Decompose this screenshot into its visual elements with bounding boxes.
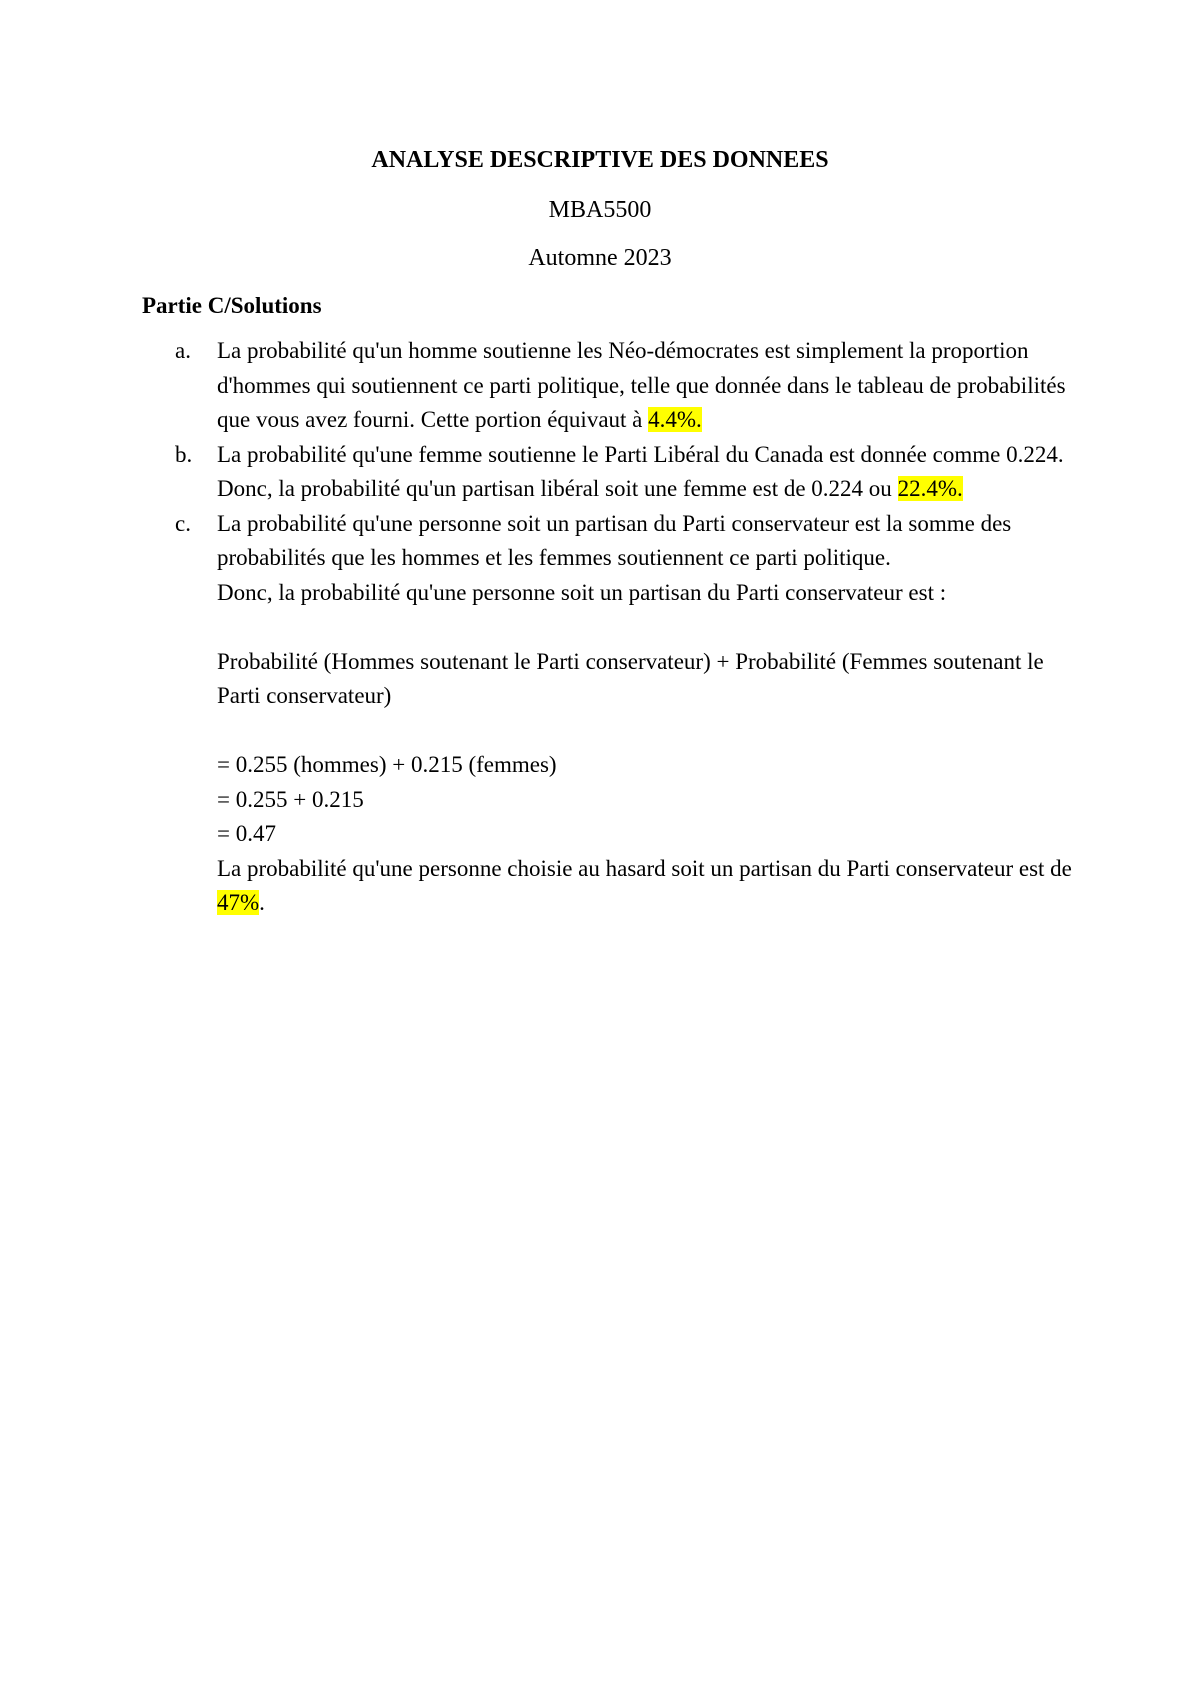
answer-letter: c. [175,510,191,536]
blank-line [217,714,1075,749]
solutions-list [175,334,1075,921]
answer-b [175,438,1075,507]
answer-c [175,507,1075,921]
term: Automne 2023 [528,245,672,271]
answer-letter: a. [175,338,191,363]
course-code: MBA5500 [548,197,652,223]
highlighted-result: 22.4%. [897,476,963,501]
answer-letter: b. [175,441,193,467]
answer-text: La probabilité qu'un homme soutienne les Néo-démocrates est simplement la proportion d'hommes qui soutiennent ce parti politique, telle que donnée dans le tableau de probabilités que vous avez fourni. Cette portion équivaut à [217,338,1066,432]
answer-conclusion [217,852,1075,921]
answer-lead: Donc, la probabilité qu'une personne soit un partisan du Parti conservateur est : [217,579,947,605]
calculation-line: = 0.255 (hommes) + 0.215 (femmes) [217,752,557,777]
highlighted-result: 4.4%. [648,407,702,432]
highlighted-result: 47% [217,890,260,915]
conclusion-text: La probabilité qu'une personne choisie au hasard soit un partisan du Parti conservateur est de [217,855,1072,881]
answer-text: La probabilité qu'une femme soutienne le Parti Libéral du Canada est donnée comme 0.224. Donc, la probabilité qu'un partisan libéral soit une femme est de 0.224 ou [217,441,1064,501]
document-title: ANALYSE DESCRIPTIVE DES DONNEES [371,147,829,173]
section-heading: Partie C/Solutions [142,293,322,318]
calculation-line: = 0.47 [217,821,276,846]
calculation-line: = 0.255 + 0.215 [217,786,364,812]
answer-a [175,334,1075,438]
blank-line [217,610,1075,645]
probability-formula: Probabilité (Hommes soutenant le Parti conservateur) + Probabilité (Femmes soutenant le Parti conservateur) [217,648,1044,708]
answer-intro: La probabilité qu'une personne soit un partisan du Parti conservateur est la somme des probabilités que les hommes et les femmes soutiennent ce parti politique. [217,510,1012,570]
conclusion-end: . [259,890,265,915]
